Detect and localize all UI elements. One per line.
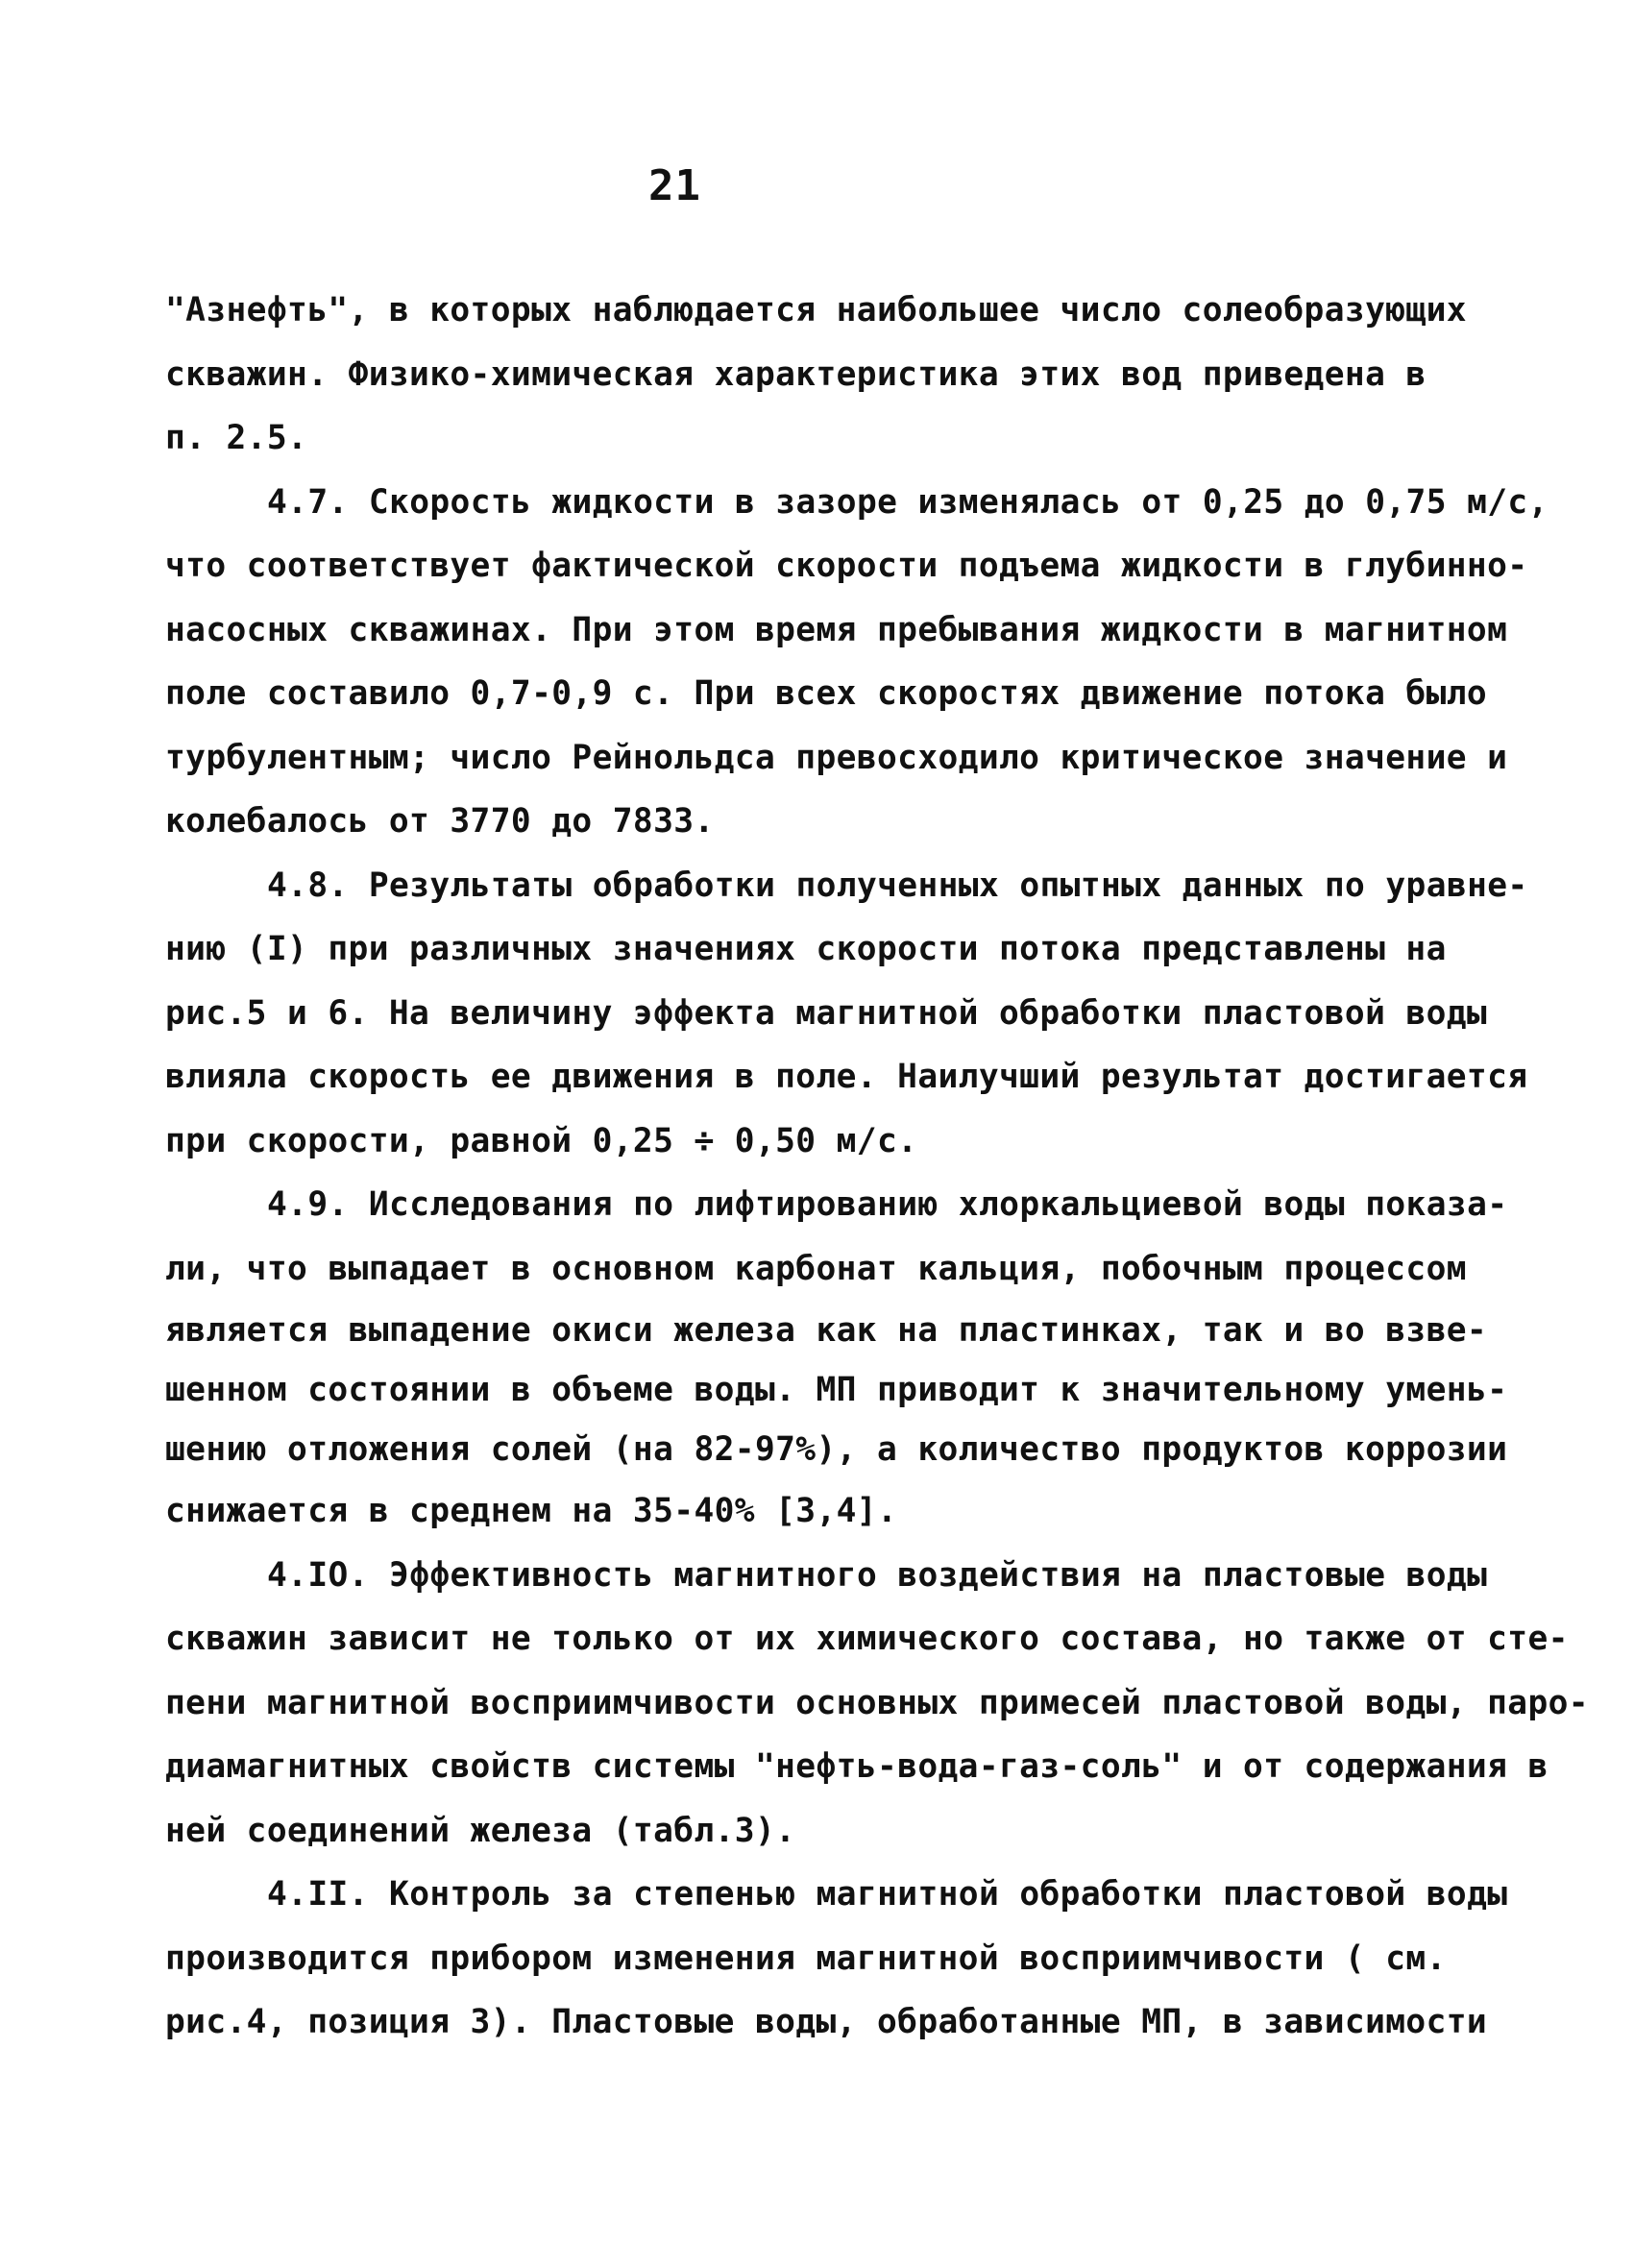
text-line: турбулентным; число Рейнольдса превосходило критическое значение и	[165, 738, 1508, 777]
text-line: шению отложения солей (на 82-97%), а количество продуктов коррозии	[165, 1430, 1508, 1469]
text-line: 4.IO. Эффективность магнитного воздействия на пластовые воды	[267, 1555, 1488, 1595]
text-line: рис.5 и 6. На величину эффекта магнитной обработки пластовой воды	[165, 993, 1488, 1033]
text-line: 4.9. Исследования по лифтированию хлоркальциевой воды показа-	[267, 1185, 1508, 1224]
paragraph-4-9	[165, 1173, 1549, 1544]
text-line: что соответствует фактической скорости подъема жидкости в глубинно-	[165, 547, 1528, 585]
text-line: скважин зависит не только от их химического состава, но также от сте-	[165, 1620, 1569, 1658]
document-body	[165, 279, 1589, 2055]
text-line: шенном состоянии в объеме воды. МП приводит к значительному умень-	[165, 1371, 1508, 1409]
text-line: ли, что выпадает в основном карбонат кальция, побочным процессом	[165, 1249, 1467, 1288]
text-line: нию (I) при различных значениях скорости потока представлены на	[165, 930, 1447, 968]
text-line: п. 2.5.	[165, 419, 308, 457]
paragraph-4-10	[165, 1544, 1589, 1864]
paragraph-continuation	[165, 279, 1549, 471]
text-line: является выпадение окиси железа как на пластинках, так и во взве-	[165, 1311, 1488, 1350]
paragraph-4-7	[165, 471, 1549, 854]
text-line: "Азнефть", в которых наблюдается наибольшее число солеобразующих	[165, 291, 1467, 329]
paragraph-4-8	[165, 854, 1549, 1174]
text-line: колебалось от 3770 до 7833.	[165, 802, 715, 841]
text-line: 4.8. Результаты обработки полученных опытных данных по уравне-	[267, 866, 1528, 905]
text-line: 4.7. Скорость жидкости в зазоре изменялась от 0,25 до 0,75 м/с,	[267, 482, 1549, 522]
text-line: поле составило 0,7-0,9 с. При всех скоростях движение потока было	[165, 674, 1488, 713]
text-line: 4.II. Контроль за степенью магнитной обработки пластовой воды	[267, 1875, 1508, 1914]
text-line: пени магнитной восприимчивости основных примесей пластовой воды, паро-	[165, 1683, 1589, 1722]
text-line: производится прибором изменения магнитной восприимчивости ( см.	[165, 1939, 1447, 1978]
text-line: рис.4, позиция 3). Пластовые воды, обработанные МП, в зависимости	[165, 2003, 1488, 2041]
text-line: при скорости, равной 0,25 ÷ 0,50 м/с.	[165, 1121, 918, 1160]
text-line: ней соединений железа (табл.3).	[165, 1811, 796, 1850]
text-line: насосных скважинах. При этом время пребывания жидкости в магнитном	[165, 610, 1508, 649]
page-number: 21	[648, 161, 701, 210]
paragraph-4-11	[165, 1863, 1549, 2055]
text-line: снижается в среднем на 35-40% [3,4].	[165, 1492, 898, 1530]
text-line: скважин. Физико-химическая характеристика этих вод приведена в	[165, 354, 1427, 394]
text-line: диамагнитных свойств системы "нефть-вода-газ-соль" и от содержания в	[165, 1747, 1549, 1786]
text-line: влияла скорость ее движения в поле. Наилучший результат достигается	[165, 1058, 1528, 1096]
